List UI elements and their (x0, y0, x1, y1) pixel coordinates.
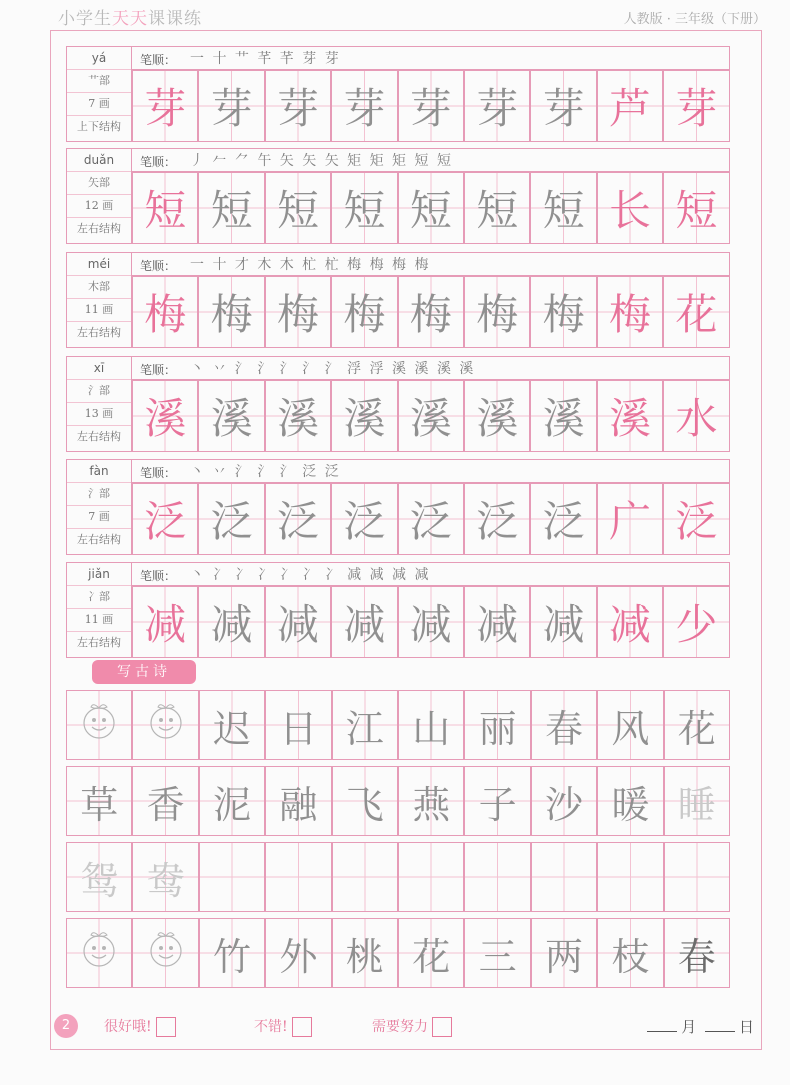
stroke-order-label: 笔顺： (140, 466, 177, 480)
structure-label: 左右结构 (77, 636, 121, 649)
poem-character-cell[interactable] (132, 690, 198, 760)
poem-character-cell[interactable]: 三 (464, 918, 530, 988)
poem-character-cell[interactable]: 桃 (332, 918, 398, 988)
page-number: 2 (54, 1014, 78, 1038)
stroke-count-label: 13 画 (67, 403, 131, 426)
word-character-cell[interactable]: 广 (597, 483, 663, 555)
rating-good (104, 1016, 176, 1037)
poem-character-cell[interactable]: 泥 (199, 766, 265, 836)
stroke-order-row (132, 252, 730, 276)
poem-character-cell[interactable] (66, 918, 132, 988)
stroke-count-label: 12 画 (67, 195, 131, 218)
word-character-cell[interactable]: 少 (663, 586, 729, 658)
radical-label: 冫部 (67, 586, 131, 609)
trace-character-cell[interactable]: 溪 (530, 380, 596, 452)
edition-label: 人教版 · 三年级（下册） (623, 12, 766, 27)
smiley-face-icon (144, 699, 188, 752)
model-character-cell[interactable]: 减 (132, 586, 198, 658)
trace-character-cell[interactable]: 溪 (464, 380, 530, 452)
trace-character-cell[interactable]: 芽 (530, 70, 596, 142)
stroke-count-label: 7 画 (67, 506, 131, 529)
poem-character-cell[interactable]: 风 (597, 690, 663, 760)
smiley-face-icon (77, 699, 121, 752)
model-character-cell[interactable]: 短 (132, 172, 198, 244)
character-info (66, 356, 132, 452)
pinyin-label: fàn (67, 460, 131, 483)
poem-character-cell[interactable]: 山 (398, 690, 464, 760)
trace-character-cell[interactable]: 梅 (398, 276, 464, 348)
trace-character-cell[interactable]: 溪 (265, 380, 331, 452)
stroke-order-label: 笔顺： (140, 155, 177, 169)
title-highlight: 天天 (112, 9, 148, 29)
trace-character-cell[interactable]: 芽 (331, 70, 397, 142)
radical-label: 木部 (67, 276, 131, 299)
character-block (66, 459, 730, 555)
workbook-title (58, 4, 202, 29)
trace-character-cell[interactable]: 芽 (398, 70, 464, 142)
structure-label: 上下结构 (77, 120, 121, 133)
stroke-order-row (132, 459, 730, 483)
poem-character-cell[interactable]: 花 (398, 918, 464, 988)
word-character-cell[interactable]: 水 (663, 380, 729, 452)
poem-character-cell[interactable]: 春 (664, 918, 730, 988)
character-block (66, 356, 730, 452)
poem-character-cell[interactable]: 沙 (531, 766, 597, 836)
structure-label: 左右结构 (77, 222, 121, 235)
stroke-order-label: 笔顺： (140, 259, 177, 273)
character-block (66, 46, 730, 142)
trace-character-cell[interactable]: 梅 (464, 276, 530, 348)
stroke-count-label: 11 画 (67, 299, 131, 322)
character-info (66, 252, 132, 348)
poem-row (66, 918, 730, 988)
poem-character-cell[interactable] (464, 842, 530, 912)
trace-character-cell[interactable]: 泛 (331, 483, 397, 555)
poem-row (66, 690, 730, 760)
radical-label: 艹部 (67, 70, 131, 93)
trace-character-cell[interactable]: 梅 (331, 276, 397, 348)
word-character-cell[interactable]: 梅 (597, 276, 663, 348)
word-character-cell[interactable]: 长 (597, 172, 663, 244)
character-info (66, 46, 132, 142)
poem-row (66, 842, 730, 912)
poem-character-cell[interactable] (199, 842, 265, 912)
trace-character-cell[interactable]: 溪 (198, 380, 264, 452)
structure-label: 左右结构 (77, 533, 121, 546)
poem-character-cell[interactable]: 草 (66, 766, 132, 836)
stroke-order-label: 笔顺： (140, 363, 177, 377)
rating-ok (254, 1016, 312, 1037)
poem-character-cell[interactable]: 融 (265, 766, 331, 836)
trace-character-cell[interactable]: 芽 (198, 70, 264, 142)
stroke-order-row (132, 148, 730, 172)
trace-character-cell[interactable]: 减 (198, 586, 264, 658)
word-character-cell[interactable]: 泛 (663, 483, 729, 555)
stroke-sequence: 丿 𠂉 ⺈ 午 矢 矢 矢 矩 矩 矩 短 短 (190, 153, 453, 169)
poem-character-cell[interactable]: 花 (664, 690, 730, 760)
trace-character-cell[interactable]: 梅 (198, 276, 264, 348)
stroke-count-label: 7 画 (67, 93, 131, 116)
title-prefix: 小学生 (58, 9, 112, 29)
poem-character-cell[interactable] (664, 842, 730, 912)
rating-ok-label: 不错! (254, 1019, 288, 1035)
poem-character-cell[interactable]: 外 (265, 918, 331, 988)
title-suffix: 课课练 (148, 9, 202, 29)
word-character-cell[interactable]: 溪 (597, 380, 663, 452)
stroke-sequence: 一 十 艹 芊 芊 芽 芽 (190, 51, 341, 67)
stroke-order-row (132, 46, 730, 70)
trace-character-cell[interactable]: 泛 (530, 483, 596, 555)
trace-character-cell[interactable]: 减 (265, 586, 331, 658)
poem-character-cell[interactable] (132, 918, 198, 988)
stroke-order-label: 笔顺： (140, 569, 177, 583)
trace-character-cell[interactable]: 泛 (198, 483, 264, 555)
poem-character-cell[interactable]: 子 (464, 766, 530, 836)
character-info (66, 459, 132, 555)
trace-character-cell[interactable]: 短 (265, 172, 331, 244)
poem-character-cell[interactable]: 枝 (597, 918, 663, 988)
smiley-face-icon (77, 927, 121, 980)
poem-character-cell[interactable] (531, 842, 597, 912)
poem-character-cell[interactable]: 两 (531, 918, 597, 988)
structure-label: 左右结构 (77, 430, 121, 443)
trace-character-cell[interactable]: 短 (398, 172, 464, 244)
model-character-cell[interactable]: 梅 (132, 276, 198, 348)
character-block (66, 252, 730, 348)
pinyin-label: xī (67, 357, 131, 380)
model-character-cell[interactable]: 芽 (132, 70, 198, 142)
trace-character-cell[interactable]: 减 (398, 586, 464, 658)
poem-section-badge: 写古诗 (92, 660, 196, 684)
trace-character-cell[interactable]: 短 (198, 172, 264, 244)
page-footer (54, 1012, 764, 1042)
poem-character-cell[interactable] (398, 842, 464, 912)
page-header (58, 4, 778, 29)
structure-label: 左右结构 (77, 326, 121, 339)
model-character-cell[interactable]: 溪 (132, 380, 198, 452)
trace-character-cell[interactable]: 泛 (464, 483, 530, 555)
word-character-cell[interactable]: 减 (597, 586, 663, 658)
character-block (66, 562, 730, 658)
trace-character-cell[interactable]: 泛 (398, 483, 464, 555)
month-blank[interactable] (647, 1031, 677, 1032)
radical-label: 氵部 (67, 483, 131, 506)
trace-character-cell[interactable]: 溪 (331, 380, 397, 452)
trace-character-cell[interactable]: 短 (331, 172, 397, 244)
stroke-order-row (132, 356, 730, 380)
stroke-order-label: 笔顺： (140, 53, 177, 67)
word-character-cell[interactable]: 芦 (597, 70, 663, 142)
poem-character-cell[interactable] (265, 842, 331, 912)
trace-character-cell[interactable]: 减 (331, 586, 397, 658)
poem-character-cell[interactable]: 鸯 (132, 842, 198, 912)
poem-character-cell[interactable]: 丽 (464, 690, 530, 760)
trace-character-cell[interactable]: 泛 (265, 483, 331, 555)
month-label: 月 (681, 1018, 697, 1036)
model-character-cell[interactable]: 泛 (132, 483, 198, 555)
word-character-cell[interactable]: 花 (663, 276, 729, 348)
poem-character-cell[interactable] (66, 690, 132, 760)
poem-character-cell[interactable]: 飞 (332, 766, 398, 836)
poem-character-cell[interactable]: 燕 (398, 766, 464, 836)
poem-character-cell[interactable] (597, 842, 663, 912)
radical-label: 矢部 (67, 172, 131, 195)
poem-character-cell[interactable]: 香 (132, 766, 198, 836)
poem-row (66, 766, 730, 836)
trace-character-cell[interactable]: 溪 (398, 380, 464, 452)
character-block (66, 148, 730, 244)
poem-character-cell[interactable]: 鸳 (66, 842, 132, 912)
stroke-sequence: 丶 丷 氵 氵 氵 氵 氵 浮 浮 溪 溪 溪 溪 (190, 361, 476, 377)
character-info (66, 148, 132, 244)
pinyin-label: duǎn (67, 149, 131, 172)
radical-label: 氵部 (67, 380, 131, 403)
smiley-face-icon (144, 927, 188, 980)
rating-good-checkbox[interactable] (156, 1017, 176, 1037)
stroke-sequence: 一 十 才 木 木 杧 杧 梅 梅 梅 梅 (190, 257, 431, 273)
day-blank[interactable] (705, 1031, 735, 1032)
poem-character-cell[interactable]: 日 (265, 690, 331, 760)
word-character-cell[interactable]: 短 (663, 172, 729, 244)
trace-character-cell[interactable]: 芽 (265, 70, 331, 142)
poem-character-cell[interactable]: 竹 (199, 918, 265, 988)
trace-character-cell[interactable]: 短 (464, 172, 530, 244)
character-info (66, 562, 132, 658)
pinyin-label: yá (67, 47, 131, 70)
poem-character-cell[interactable]: 暖 (597, 766, 663, 836)
trace-character-cell[interactable]: 芽 (464, 70, 530, 142)
poem-character-cell[interactable]: 睡 (664, 766, 730, 836)
pinyin-label: méi (67, 253, 131, 276)
day-label: 日 (738, 1018, 754, 1036)
stroke-sequence: 丶 冫 冫 冫 冫 冫 冫 减 减 减 减 (190, 567, 431, 583)
stroke-count-label: 11 画 (67, 609, 131, 632)
poem-character-cell[interactable]: 迟 (199, 690, 265, 760)
rating-try-label: 需要努力 (372, 1019, 428, 1035)
trace-character-cell[interactable]: 梅 (265, 276, 331, 348)
word-character-cell[interactable]: 芽 (663, 70, 729, 142)
pinyin-label: jiǎn (67, 563, 131, 586)
rating-try-checkbox[interactable] (432, 1017, 452, 1037)
stroke-order-row (132, 562, 730, 586)
poem-character-cell[interactable]: 春 (531, 690, 597, 760)
trace-character-cell[interactable]: 减 (530, 586, 596, 658)
trace-character-cell[interactable]: 短 (530, 172, 596, 244)
stroke-sequence: 丶 丷 氵 氵 氵 泛 泛 (190, 464, 341, 480)
poem-character-cell[interactable] (332, 842, 398, 912)
trace-character-cell[interactable]: 减 (464, 586, 530, 658)
rating-ok-checkbox[interactable] (292, 1017, 312, 1037)
rating-good-label: 很好哦! (104, 1019, 152, 1035)
trace-character-cell[interactable]: 梅 (530, 276, 596, 348)
rating-try (372, 1016, 452, 1037)
poem-character-cell[interactable]: 江 (332, 690, 398, 760)
date-field (643, 1016, 754, 1037)
